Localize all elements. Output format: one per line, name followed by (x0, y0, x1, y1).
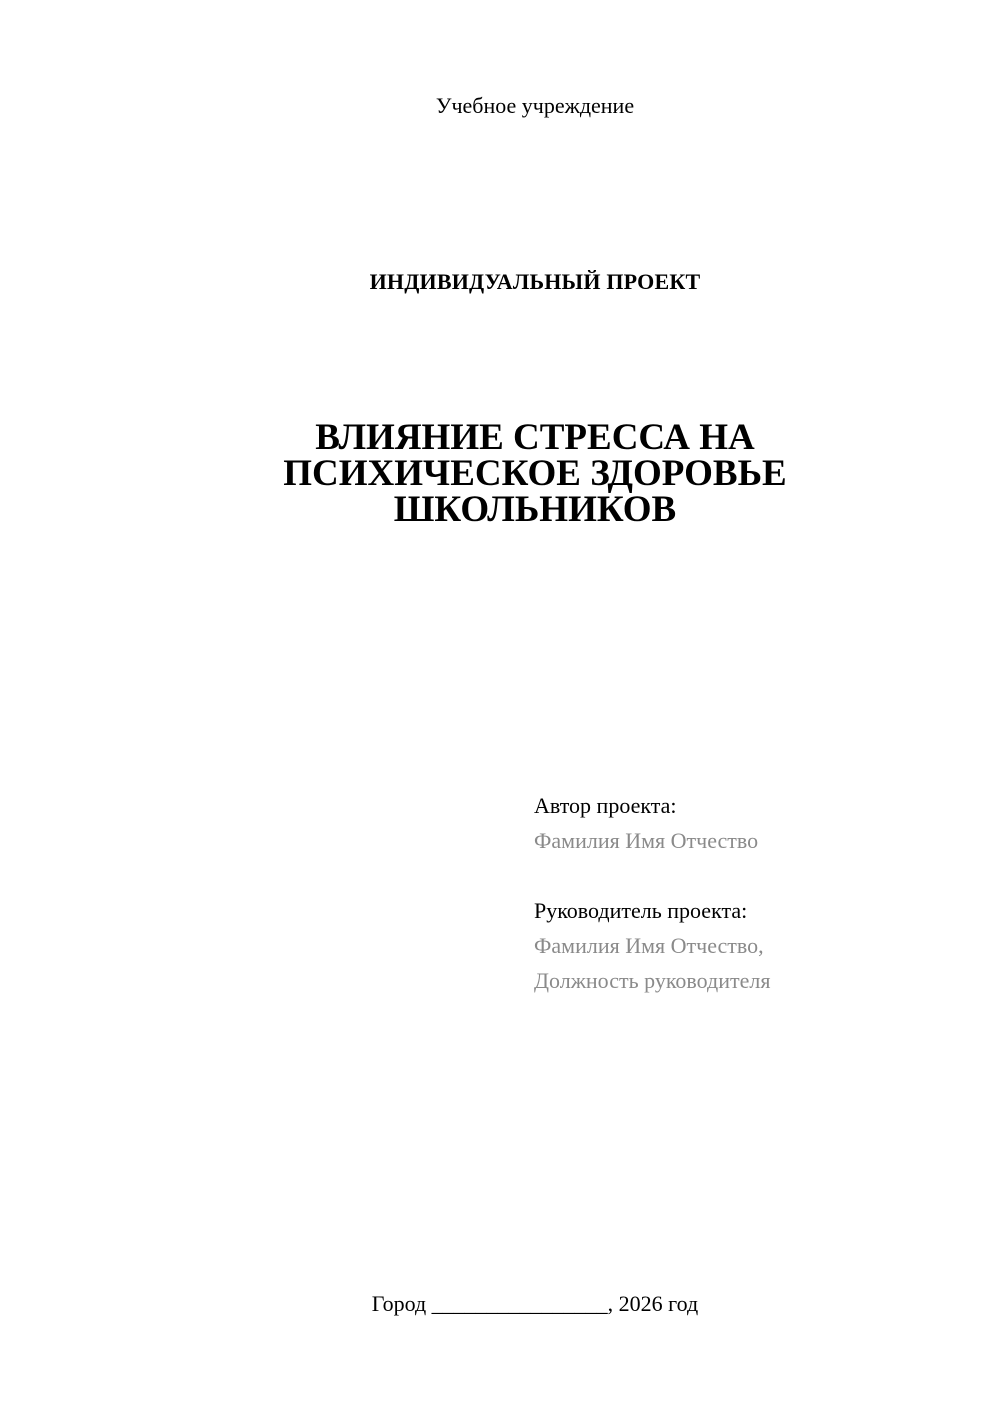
project-title-line-2: ПСИХИЧЕСКОЕ ЗДОРОВЬЕ (283, 453, 787, 494)
author-label: Автор проекта: (534, 793, 677, 818)
supervisor-label: Руководитель проекта: (534, 898, 748, 923)
project-type-heading: ИНДИВИДУАЛЬНЫЙ ПРОЕКТ (369, 269, 701, 294)
project-title-line-3: ШКОЛЬНИКОВ (393, 489, 677, 530)
supervisor-position: Должность руководителя (534, 968, 771, 993)
project-title (0, 417, 1000, 530)
author-name: Фамилия Имя Отчество (534, 828, 759, 853)
supervisor-name: Фамилия Имя Отчество, (534, 933, 764, 958)
project-credits (534, 788, 770, 998)
city-year-footer: Город ________________, 2026 год (371, 1291, 699, 1316)
credits-spacer (534, 858, 770, 893)
project-title-line-1: ВЛИЯНИЕ СТРЕССА НА (315, 417, 755, 458)
institution-name: Учебное учреждение (435, 93, 635, 118)
